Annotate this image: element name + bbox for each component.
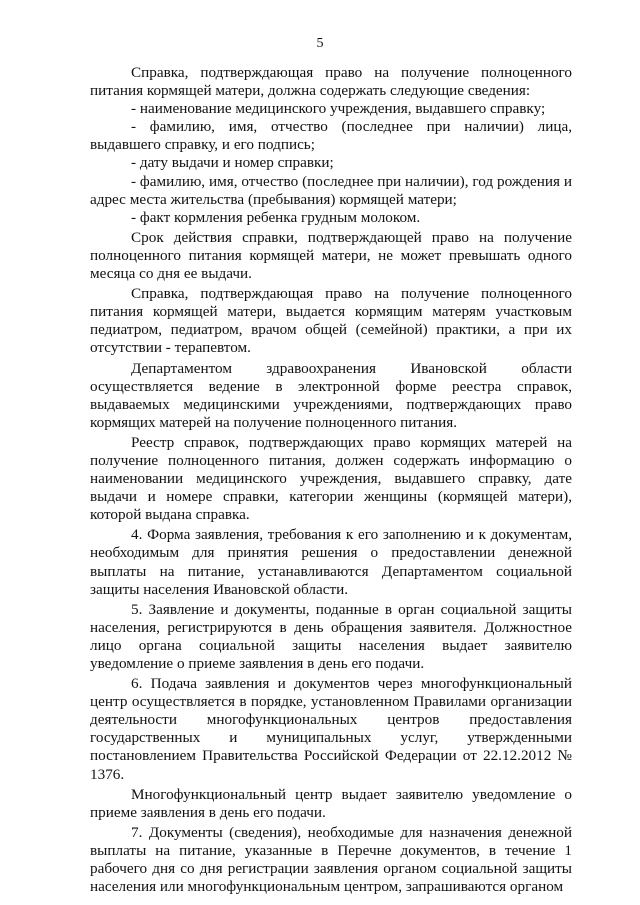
paragraph-clause-4: 4. Форма заявления, требования к его заполнению и к документам, необходимым для принятия решения о предоставлении денежной выплаты на питание, устанавливаются Департаментом социальной защиты населения Ивановской области. [90, 526, 572, 598]
list-item-issue-date: - дату выдачи и номер справки; [131, 154, 334, 172]
list-item-mother-details: - фамилию, имя, отчество (последнее при наличии), год рождения и адрес места жительства (пребывания) кормящей матери; [90, 172, 572, 208]
paragraph-clause-5: 5. Заявление и документы, поданные в орган социальной защиты населения, регистрируются в день обращения заявителя. Должностное лицо органа социальной защиты населения выдает заявителю уведомление о приеме заявления в день его подачи. [90, 600, 572, 672]
paragraph-clause-6: 6. Подача заявления и документов через многофункциональный центр осуществляется в порядке, установленном Правилами организации деятельности многофункциональных центров предоставления государственных и муниципальных услуг, утвержденными постановлением Правительства Российской Федерации от 22.12.2012 № 1376. [90, 675, 572, 783]
paragraph-certificate-contents: Справка, подтверждающая право на получение полноценного питания кормящей матери, должна содержать следующие сведения: [90, 64, 572, 100]
paragraph-clause-7: 7. Документы (сведения), необходимые для назначения денежной выплаты на питание, указанные в Перечне документов, в течение 1 рабочего дня со дня регистрации заявления органом социальной защиты населения или многофункциональным центром, запрашиваются органом [90, 823, 572, 896]
paragraph-registry-maintenance: Департаментом здравоохранения Ивановской области осуществляется ведение в электронной форме реестра справок, выдаваемых медицинскими учреждениями, подтверждающих право кормящих матерей на получение полноценного питания. [90, 359, 572, 431]
paragraph-issuing-doctors: Справка, подтверждающая право на получение полноценного питания кормящей матери, выдается кормящим матерям участковым педиатром, педиатром, врачом общей (семейной) практики, а при их отсутствии - терапевтом. [90, 285, 572, 357]
paragraph-mfc-notification: Многофункциональный центр выдает заявителю уведомление о приеме заявления в день его подачи. [90, 785, 572, 821]
document-body [90, 64, 572, 896]
page-number: 5 [316, 36, 324, 51]
list-item-institution-name: - наименование медицинского учреждения, выдавшего справку; [131, 100, 546, 118]
paragraph-registry-contents: Реестр справок, подтверждающих право кормящих матерей на получение полноценного питания, должен содержать информацию о наименовании медицинского учреждения, выдавшего справку, дате выдачи и номере справки, категории женщины (кормящей матери), которой выдана справка. [90, 433, 572, 524]
list-item-issuer-name: - фамилию, имя, отчество (последнее при наличии) лица, выдавшего справку, и его подпись; [90, 118, 572, 154]
paragraph-validity-period: Срок действия справки, подтверждающей право на получение полноценного питания кормящей матери, не может превышать одного месяца со дня ее выдачи. [90, 228, 572, 283]
list-item-breastfeeding-fact: - факт кормления ребенка грудным молоком. [131, 208, 421, 226]
